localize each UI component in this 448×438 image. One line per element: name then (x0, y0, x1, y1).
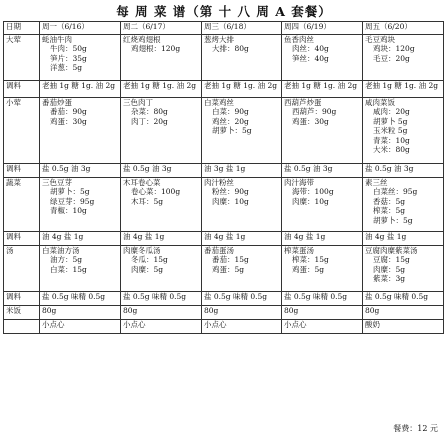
dish-cell (282, 35, 363, 81)
dish-cell (363, 246, 444, 292)
ingredient-line: 白菜丝：95g (373, 187, 418, 197)
dish-cell (40, 35, 121, 81)
dish-name: 豆腐肉糜紫菜汤 (365, 246, 418, 255)
menu-cell: 80g (363, 306, 444, 320)
dish-name: 番茄蛋汤 (204, 246, 234, 255)
menu-row-seasoning (4, 232, 444, 246)
dish-name: 榨菜蛋汤 (284, 246, 314, 255)
ingredient-line: 胡萝卜：5g (50, 187, 90, 197)
ingredient-line: 胡萝卜：5g (212, 126, 252, 136)
ingredient-line: 鸡块：120g (373, 44, 415, 54)
seasoning-cell: 油 4g 盐 1g (40, 232, 121, 246)
ingredient-line: 粉丝：90g (212, 187, 249, 197)
menu-row-seasoning (4, 292, 444, 306)
header-monday: 周一（6/16） (40, 22, 121, 35)
dish-cell (121, 246, 202, 292)
dish-name: 番茄炒蛋 (42, 98, 72, 107)
dish-cell (282, 98, 363, 164)
ingredient-line: 牛肉：50g (50, 44, 87, 54)
seasoning-cell: 盐 0.5g 油 3g (363, 164, 444, 178)
ingredient-line: 玉米粒 5g (373, 126, 408, 136)
dish-cell (202, 98, 282, 164)
row-category-label: 调料 (4, 232, 40, 246)
menu-cell: 小点心 (282, 320, 363, 334)
dish-cell (363, 35, 444, 81)
menu-row-dish (4, 35, 444, 81)
menu-table-body (4, 22, 444, 334)
ingredient-line: 西葫芦：90g (292, 107, 337, 117)
row-category-label: 调料 (4, 292, 40, 306)
row-category-label: 调料 (4, 81, 40, 98)
header-friday: 周五（6/20） (363, 22, 444, 35)
ingredient-line: 咸肉：20g (373, 107, 410, 117)
header-date: 日期 (4, 22, 40, 35)
ingredient-line: 肉糜：10g (292, 196, 329, 206)
dish-cell (363, 178, 444, 232)
ingredient-line: 鸡蛋：30g (292, 116, 329, 126)
seasoning-cell: 老抽 1g 糖 1g. 油 2g (40, 81, 121, 98)
ingredient-line: 大排：80g (212, 44, 249, 54)
ingredient-line: 鸡翅根：120g (131, 44, 181, 54)
row-category-label: 大荤 (4, 35, 40, 81)
page-title: 每 周 菜 谱（第 十 八 周 A 套餐） (116, 4, 332, 19)
dish-name: 肉汁海带 (284, 178, 314, 187)
menu-cell: 80g (202, 306, 282, 320)
dish-name: 白菜鸡丝 (204, 98, 234, 107)
dish-name: 红烧鸡翅根 (123, 35, 161, 44)
dish-cell (40, 178, 121, 232)
seasoning-cell: 盐 0.5g 味精 0.5g (121, 292, 202, 306)
dish-cell (121, 98, 202, 164)
header-tuesday: 周二（6/17） (121, 22, 202, 35)
ingredient-line: 海带：100g (292, 187, 334, 197)
ingredient-line: 胡萝卜 5g (373, 116, 408, 126)
menu-row-dish (4, 178, 444, 232)
dish-name: 蚝油牛肉 (42, 35, 72, 44)
dish-name: 肉汁粉丝 (204, 178, 234, 187)
ingredient-line: 肉丁：20g (131, 116, 168, 126)
menu-table (3, 21, 444, 334)
dish-name: 鱼香肉丝 (284, 35, 314, 44)
ingredient-line: 肉丝：40g (292, 44, 329, 54)
ingredient-line: 胡萝卜：5g (373, 215, 413, 225)
menu-cell: 80g (121, 306, 202, 320)
seasoning-cell: 盐 0.5g 油 3g (121, 164, 202, 178)
dish-cell (202, 35, 282, 81)
dish-cell (282, 246, 363, 292)
ingredient-line: 榨菜：15g (292, 255, 329, 265)
dish-cell (282, 178, 363, 232)
seasoning-cell: 盐 0.5g 味精 0.5g (363, 292, 444, 306)
ingredient-line: 青菜：10g (373, 135, 410, 145)
seasoning-cell: 油 4g 盐 1g (363, 232, 444, 246)
ingredient-line: 肉糜：5g (373, 264, 406, 274)
dish-name: 木耳卷心菜 (123, 178, 161, 187)
ingredient-line: 白菜：15g (50, 264, 87, 274)
menu-row-dish (4, 98, 444, 164)
menu-cell: 80g (282, 306, 363, 320)
dish-name: 素三丝 (365, 178, 388, 187)
ingredient-line: 木耳：5g (131, 196, 164, 206)
menu-row-seasoning (4, 164, 444, 178)
dish-name: 白菜油方汤 (42, 246, 80, 255)
dish-cell (202, 246, 282, 292)
menu-cell: 80g (40, 306, 121, 320)
dish-name: 肉糜冬瓜汤 (123, 246, 161, 255)
seasoning-cell: 油 4g 盐 1g (282, 232, 363, 246)
ingredient-line: 笋丝：40g (292, 53, 329, 63)
dish-name: 三色豆芽 (42, 178, 72, 187)
ingredient-line: 绿豆芽：95g (50, 196, 95, 206)
ingredient-line: 香菇：5g (373, 196, 406, 206)
seasoning-cell: 油 4g 盐 1g (121, 232, 202, 246)
ingredient-line: 冬瓜：15g (131, 255, 168, 265)
dish-cell (40, 246, 121, 292)
seasoning-cell: 油 4g 盐 1g (202, 232, 282, 246)
ingredient-line: 鸡丝：20g (212, 116, 249, 126)
ingredient-line: 紫菜：3g (373, 274, 406, 284)
menu-row-dish (4, 246, 444, 292)
seasoning-cell: 老抽 1g 糖 1g. 油 2g (363, 81, 444, 98)
ingredient-line: 番茄：90g (50, 107, 87, 117)
row-category-label: 小荤 (4, 98, 40, 164)
ingredient-line: 青椒：10g (50, 206, 87, 216)
header-wednesday: 周三（6/18） (202, 22, 282, 35)
ingredient-line: 杂菜：80g (131, 107, 168, 117)
ingredient-line: 卷心菜：100g (131, 187, 181, 197)
ingredient-line: 鸡蛋：5g (292, 264, 325, 274)
dish-cell (121, 178, 202, 232)
menu-cell: 小点心 (40, 320, 121, 334)
ingredient-line: 笋片：35g (50, 53, 87, 63)
header-row (4, 22, 444, 35)
header-thursday: 周四（6/19） (282, 22, 363, 35)
dish-name: 咸肉菜饭 (365, 98, 395, 107)
seasoning-cell: 盐 0.5g 油 3g (40, 164, 121, 178)
seasoning-cell: 老抽 1g 糖 1g. 油 2g (121, 81, 202, 98)
menu-cell: 小点心 (202, 320, 282, 334)
ingredient-line: 榨菜：5g (373, 206, 406, 216)
ingredient-line: 番茄：15g (212, 255, 249, 265)
row-category-label (4, 320, 40, 334)
row-category-label: 蔬菜 (4, 178, 40, 232)
seasoning-cell: 盐 0.5g 味精 0.5g (40, 292, 121, 306)
menu-cell: 酸奶 (363, 320, 444, 334)
dish-cell (121, 35, 202, 81)
seasoning-cell: 油 3g 盐 1g (202, 164, 282, 178)
seasoning-cell: 老抽 1g 糖 1g. 油 2g (282, 81, 363, 98)
ingredient-line: 肉糜：5g (131, 264, 164, 274)
dish-cell (40, 98, 121, 164)
menu-cell: 小点心 (121, 320, 202, 334)
dish-name: 西葫芦炒蛋 (284, 98, 322, 107)
ingredient-line: 洋葱：5g (50, 63, 83, 73)
dish-name: 葱烤大排 (204, 35, 234, 44)
row-category-label: 调料 (4, 164, 40, 178)
row-category-label: 米饭 (4, 306, 40, 320)
menu-row-plain (4, 320, 444, 334)
seasoning-cell: 盐 0.5g 味精 0.5g (202, 292, 282, 306)
ingredient-line: 鸡蛋：30g (50, 116, 87, 126)
seasoning-cell: 老抽 1g 糖 1g. 油 2g (202, 81, 282, 98)
seasoning-cell: 盐 0.5g 油 3g (282, 164, 363, 178)
ingredient-line: 白菜：90g (212, 107, 249, 117)
dish-name: 毛豆鸡块 (365, 35, 395, 44)
ingredient-line: 肉糜：10g (212, 196, 249, 206)
menu-row-seasoning (4, 81, 444, 98)
dish-cell (202, 178, 282, 232)
seasoning-cell: 盐 0.5g 味精 0.5g (282, 292, 363, 306)
dish-cell (363, 98, 444, 164)
dish-name: 三色肉丁 (123, 98, 153, 107)
meal-fee: 餐费：12 元 (393, 424, 438, 433)
row-category-label: 汤 (4, 246, 40, 292)
ingredient-line: 油方：5g (50, 255, 83, 265)
ingredient-line: 毛豆：20g (373, 53, 410, 63)
ingredient-line: 鸡蛋：5g (212, 264, 245, 274)
menu-row-plain (4, 306, 444, 320)
ingredient-line: 豆腐：15g (373, 255, 410, 265)
ingredient-line: 大米：80g (373, 145, 410, 155)
